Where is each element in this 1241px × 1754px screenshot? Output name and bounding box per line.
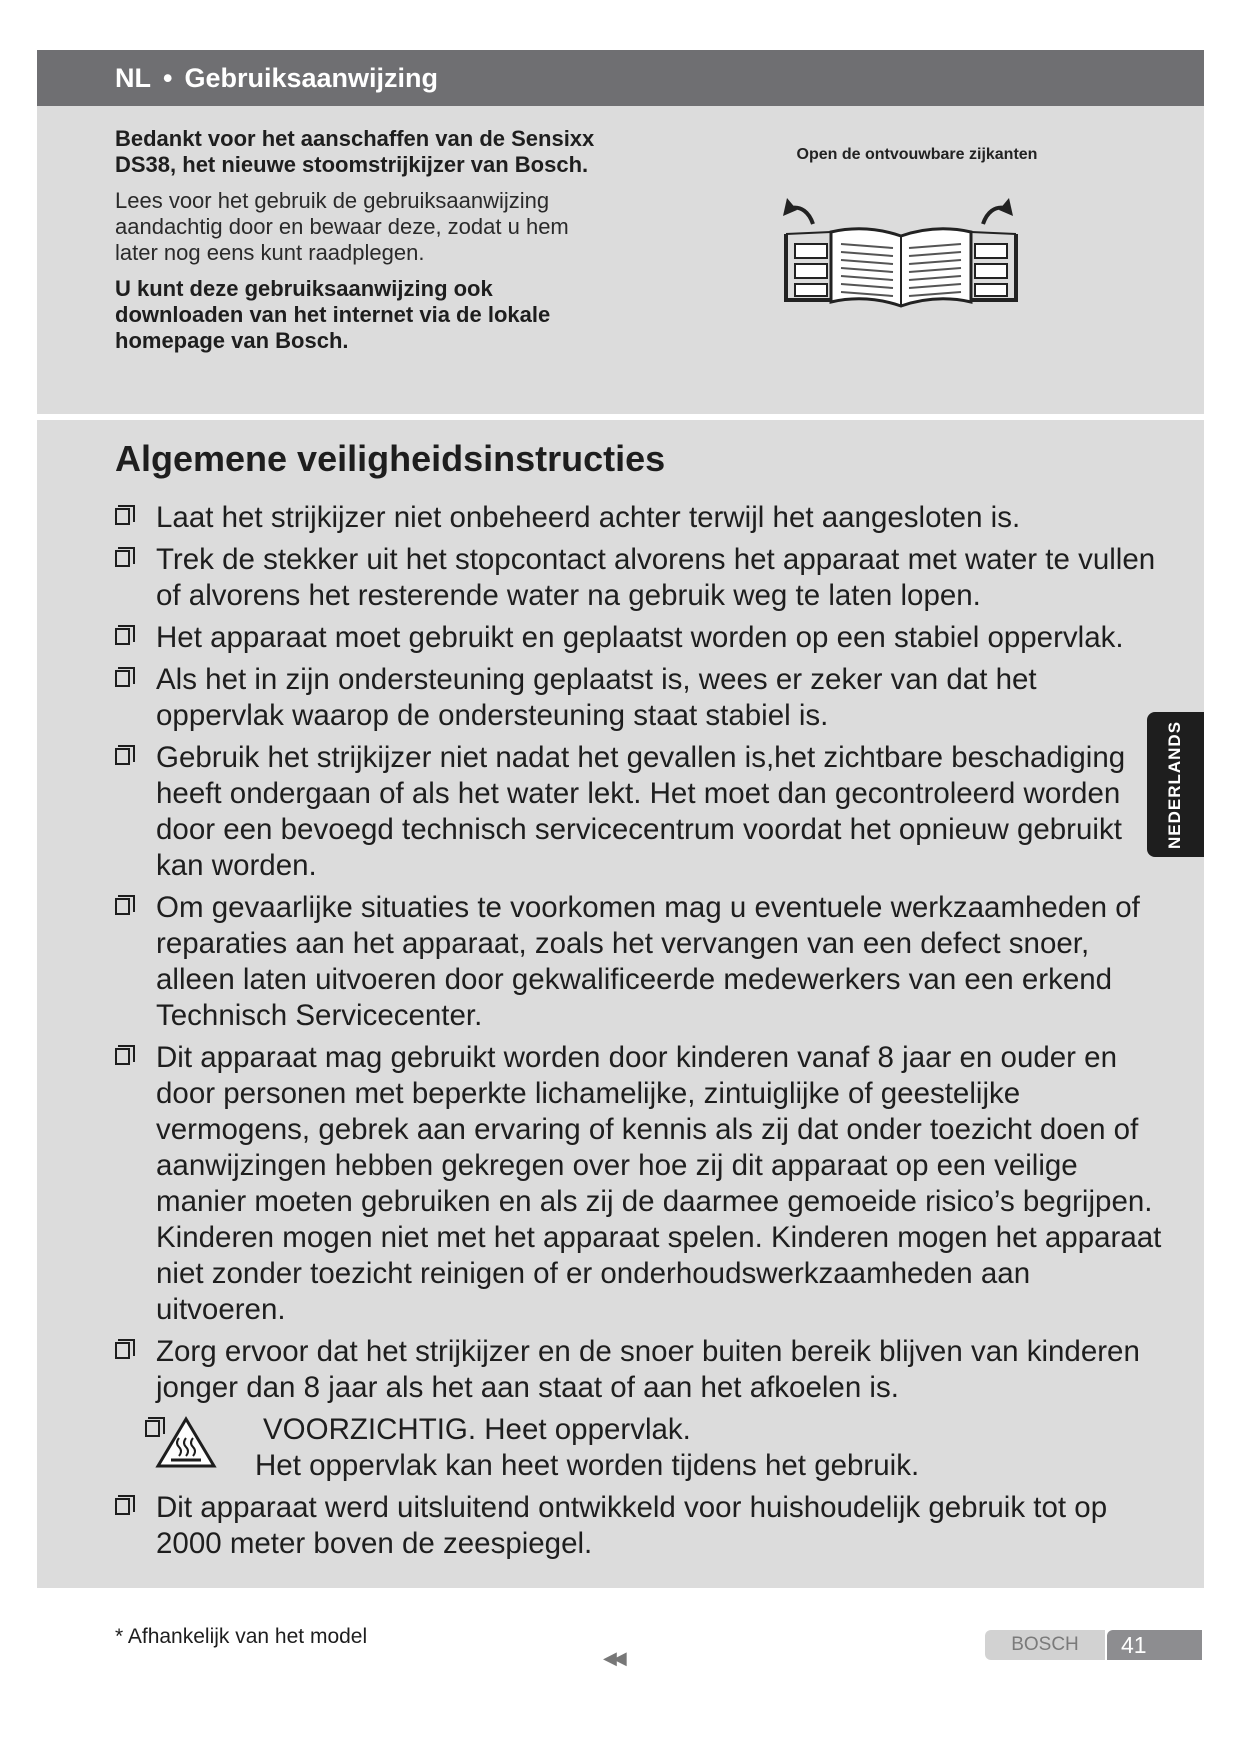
header-bar xyxy=(37,50,1204,106)
intro-download-info: U kunt deze gebruiksaanwijzing ook downloaden van het internet via de lokale homepage van Bosch. xyxy=(115,276,551,353)
safety-item: Zorg ervoor dat het strijkijzer en de snoer buiten bereik blijven van kinderen jonger dan 8 jaar als het aan staat of aan het afkoelen is. xyxy=(115,1334,1165,1406)
safety-item: Laat het strijkijzer niet onbeheerd achter terwijl het aangesloten is. xyxy=(115,500,1165,536)
checkbox-icon xyxy=(115,898,130,915)
checkbox-icon xyxy=(115,508,130,525)
checkbox-icon xyxy=(115,1342,130,1359)
checkbox-icon xyxy=(115,1048,130,1065)
intro-text xyxy=(115,126,615,364)
back-arrows-icon: ◀◀ xyxy=(603,1648,623,1668)
open-book-icon xyxy=(751,174,1051,334)
checkbox-icon xyxy=(115,670,130,687)
language-code: NL xyxy=(115,62,151,93)
checkbox-icon xyxy=(115,628,130,645)
intro-thanks: Bedankt voor het aanschaffen van de Sensixx DS38, het nieuwe stoomstrijkijzer van Bosch. xyxy=(115,126,595,177)
safety-item: Het apparaat moet gebruikt en geplaatst worden op een stabiel oppervlak. xyxy=(115,620,1165,656)
checkbox-icon xyxy=(115,550,130,567)
safety-item: Om gevaarlijke situaties te voorkomen mag u eventuele werkzaamheden of reparaties aan het apparaat, zoals het vervangen van een defect snoer, alleen laten uitvoeren door gekwalificeerde medewerkers van een erkend Technisch Servicecenter. xyxy=(115,890,1165,1034)
safety-panel xyxy=(37,420,1204,1588)
brand-label: BOSCH xyxy=(985,1630,1105,1660)
caution-block xyxy=(115,1412,1165,1484)
page-number: 41 xyxy=(1107,1630,1202,1660)
safety-title: Algemene veiligheidsinstructies xyxy=(115,438,666,479)
safety-item: Gebruik het strijkijzer niet nadat het gevallen is,het zichtbare beschadiging heeft ondergaan of als het water lekt. Het moet dan gecontroleerd worden door een bevoegd technisch servicecentrum voordat het opnieuw gebruikt kan worden. xyxy=(115,740,1165,884)
hot-surface-warning-icon xyxy=(155,1416,217,1470)
checkbox-icon xyxy=(115,748,130,765)
footnote: * Afhankelijk van het model xyxy=(115,1625,368,1648)
language-side-tab xyxy=(1147,712,1204,857)
language-side-tab-label: NEDERLANDS xyxy=(1165,720,1185,849)
header-separator: • xyxy=(163,62,173,93)
safety-item: Dit apparaat mag gebruikt worden door kinderen vanaf 8 jaar en ouder en door personen met beperkte lichamelijke, zintuiglijke of geestelijke vermogens, gebrek aan ervaring of kennis als zij dat onder toezicht doen of aanwijzingen hebben gekregen over hoe zij dit apparaat op een veilige manier moeten gebruiken en als zij de daarmee gemoeide risico’s begrijpen. Kinderen mogen niet met het apparaat spelen. Kinderen mogen het apparaat niet zonder toezicht reinigen of er onderhoudswerkzaamheden aan uitvoeren. xyxy=(115,1040,1165,1328)
intro-panel xyxy=(37,106,1204,414)
safety-item: Trek de stekker uit het stopcontact alvorens het apparaat met water te vullen of alvorens het resterende water na gebruik weg te laten lopen. xyxy=(115,542,1165,614)
header-title: Gebruiksaanwijzing xyxy=(184,62,439,93)
fold-caption: Open de ontvouwbare zijkanten xyxy=(796,146,1038,163)
checkbox-icon xyxy=(115,1498,130,1515)
caution-title: VOORZICHTIG. Heet oppervlak. xyxy=(263,1413,691,1446)
intro-read-instructions: Lees voor het gebruik de gebruiksaanwijzing aandachtig door en bewaar deze, zodat u hem later nog eens kunt raadplegen. xyxy=(115,188,569,265)
safety-item: Dit apparaat werd uitsluitend ontwikkeld voor huishoudelijk gebruik tot op 2000 meter boven de zeespiegel. xyxy=(115,1490,1165,1562)
safety-list xyxy=(115,500,1165,1568)
caution-text: Het oppervlak kan heet worden tijdens het gebruik. xyxy=(255,1449,920,1482)
safety-item: Als het in zijn ondersteuning geplaatst is, wees er zeker van dat het oppervlak waarop de ondersteuning staat stabiel is. xyxy=(115,662,1165,734)
